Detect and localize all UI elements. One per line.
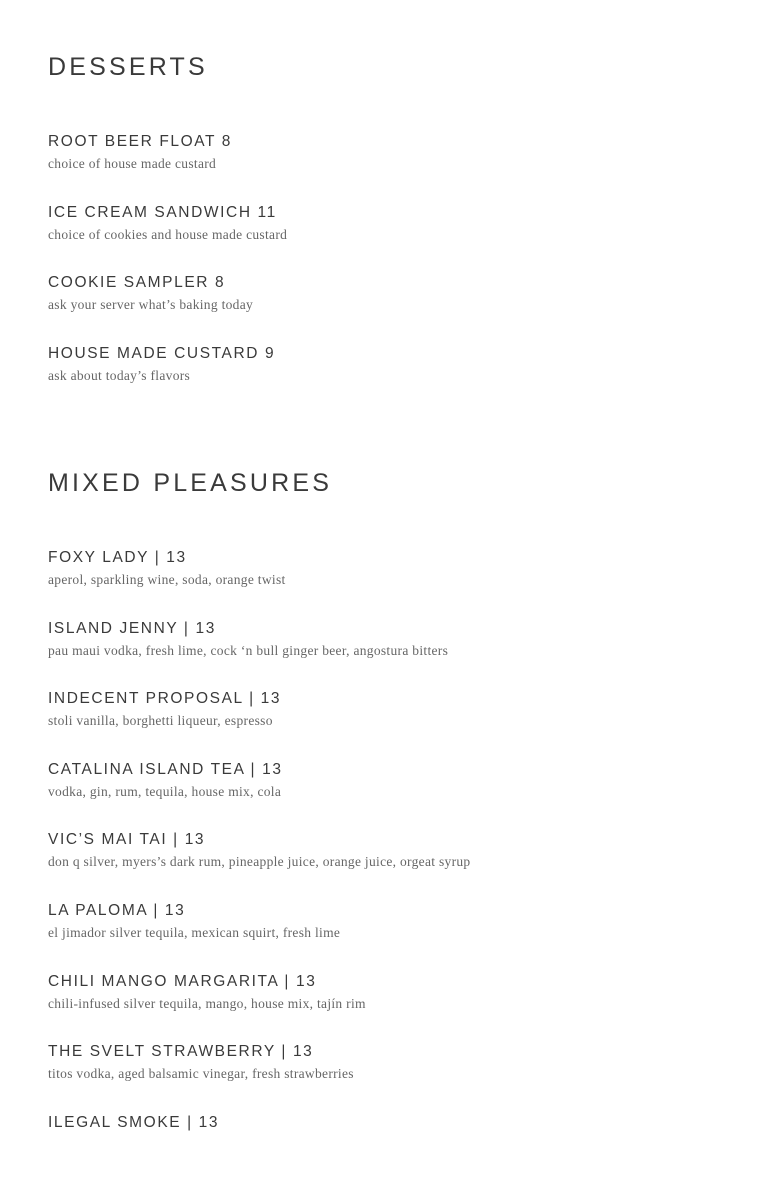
menu-item-description: stoli vanilla, borghetti liqueur, espresso xyxy=(48,713,273,729)
menu-item xyxy=(48,1042,470,1113)
menu-item xyxy=(48,1113,470,1183)
menu-item-name: HOUSE MADE CUSTARD 9 xyxy=(48,344,276,362)
menu-item-name: LA PALOMA | 13 xyxy=(48,901,186,919)
menu-item-name: ICE CREAM SANDWICH 11 xyxy=(48,203,277,221)
menu-item-description: choice of house made custard xyxy=(48,156,217,171)
menu-item xyxy=(48,344,287,415)
menu-item xyxy=(48,203,287,274)
menu-item xyxy=(48,132,287,203)
menu-item-name: INDECENT PROPOSAL | 13 xyxy=(48,690,282,708)
menu-item-name: ILEGAL SMOKE | 13 xyxy=(48,1113,220,1131)
menu-item-description: chili-infused silver tequila, mango, house mix, tajín rim xyxy=(48,995,366,1011)
desserts-list xyxy=(48,132,287,414)
section-title-desserts: DESSERTS xyxy=(48,53,208,81)
menu-item-name: ROOT BEER FLOAT 8 xyxy=(48,133,232,150)
menu-item-description: ask about today’s flavors xyxy=(48,367,191,383)
menu-item xyxy=(48,830,470,901)
menu-item-name: COOKIE SAMPLER 8 xyxy=(48,274,226,292)
menu-item-description: vodka, gin, rum, tequila, house mix, cola xyxy=(48,783,282,799)
menu-item xyxy=(48,273,287,344)
menu-item-name: THE SVELT STRAWBERRY | 13 xyxy=(48,1043,314,1061)
menu-item-description: choice of cookies and house made custard xyxy=(48,226,288,242)
menu-item-description: ask your server what’s baking today xyxy=(48,297,254,313)
menu-item-description: el jimador silver tequila, mexican squirt, fresh lime xyxy=(48,924,341,940)
menu-item-name: FOXY LADY | 13 xyxy=(48,549,187,566)
menu-item-description: pau maui vodka, fresh lime, cock ‘n bull ginger beer, angostura bitters xyxy=(48,642,449,658)
menu-item-name: ISLAND JENNY | 13 xyxy=(48,619,216,637)
section-title-mixed-pleasures: MIXED PLEASURES xyxy=(48,469,333,497)
menu-item xyxy=(48,760,470,831)
menu-item-description: don q silver, myers’s dark rum, pineapple juice, orange juice, orgeat syrup xyxy=(48,854,471,870)
menu-item xyxy=(48,548,470,619)
menu-item-name: VIC’S MAI TAI | 13 xyxy=(48,831,206,849)
menu-item-description: aperol, sparkling wine, soda, orange twist xyxy=(48,572,286,587)
menu-item xyxy=(48,689,470,760)
menu-item xyxy=(48,972,470,1043)
mixed-pleasures-list xyxy=(48,548,470,1183)
menu-item xyxy=(48,619,470,690)
menu-item-name: CHILI MANGO MARGARITA | 13 xyxy=(48,972,317,990)
menu-item xyxy=(48,901,470,972)
menu-item-name: CATALINA ISLAND TEA | 13 xyxy=(48,760,283,778)
menu-item-description: titos vodka, aged balsamic vinegar, fresh strawberries xyxy=(48,1066,354,1082)
